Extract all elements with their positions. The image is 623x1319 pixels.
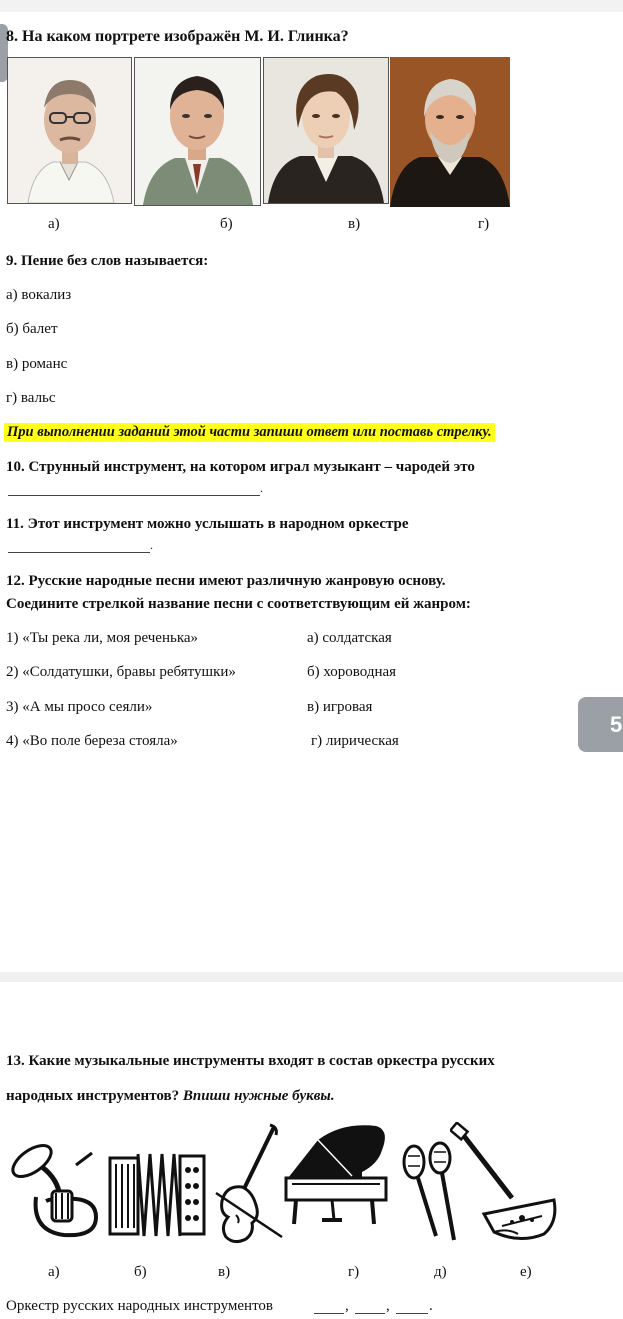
q13-sep-1: , xyxy=(345,1298,349,1314)
q13-blank-3 xyxy=(396,1313,428,1314)
q12-song-1: 1) «Ты река ли, моя реченька» xyxy=(6,630,199,646)
q9-option-a: а) вокализ xyxy=(6,287,72,303)
q10-period: . xyxy=(260,481,263,495)
q8-label-b: б) xyxy=(220,216,233,232)
tuba-icon xyxy=(6,1135,102,1248)
portrait-d xyxy=(390,57,510,207)
violin-icon xyxy=(212,1123,288,1250)
q8-title: 8. На каком портрете изображён М. И. Глинка? xyxy=(6,28,349,45)
instruction-text: При выполнении заданий этой части запиши ответ или поставь стрелку. xyxy=(4,423,495,442)
portrait-a xyxy=(7,57,132,204)
q12-genre-a: а) солдатская xyxy=(307,630,392,646)
q9-option-d: г) вальс xyxy=(6,390,56,406)
q11-period: . xyxy=(150,538,153,552)
portrait-b xyxy=(134,57,261,206)
q9-option-c: в) романс xyxy=(6,356,68,372)
q11-answer-line xyxy=(8,552,150,553)
q13-blank-1 xyxy=(314,1313,344,1314)
q9-option-b: б) балет xyxy=(6,321,58,337)
q12-song-4: 4) «Во поле береза стояла» xyxy=(6,733,178,749)
q12-genre-c: в) игровая xyxy=(307,699,373,715)
q12-title-line1: 12. Русские народные песни имеют различную жанровую основу. xyxy=(6,573,446,589)
q13-title-line2 xyxy=(6,1088,335,1105)
q13-answer-text: Оркестр русских народных инструментов xyxy=(6,1298,274,1314)
q12-song-3: 3) «А мы просо сеяли» xyxy=(6,699,153,715)
q9-title: 9. Пение без слов называется: xyxy=(6,253,209,269)
q13-label-c: в) xyxy=(218,1264,231,1280)
instruction-highlight xyxy=(4,424,495,441)
q13-label-f: е) xyxy=(520,1264,532,1280)
q10-title: 10. Струнный инструмент, на котором играл музыкант – чародей это xyxy=(6,459,475,475)
grand-piano-icon xyxy=(282,1120,392,1235)
q8-label-d: г) xyxy=(478,216,490,232)
page-separator xyxy=(0,972,623,982)
q13-label-d: г) xyxy=(348,1264,360,1280)
q13-sep-3: . xyxy=(429,1298,433,1314)
q13-title-line2-bold: народных инструментов? xyxy=(6,1088,180,1104)
q8-label-c: в) xyxy=(348,216,361,232)
q11-title: 11. Этот инструмент можно услышать в народном оркестре xyxy=(6,516,409,532)
page-number-badge[interactable]: 5 xyxy=(578,697,623,752)
q12-genre-d: г) лирическая xyxy=(311,733,399,749)
q10-answer-line xyxy=(8,495,260,496)
accordion-icon xyxy=(108,1150,208,1245)
q13-title-line1: 13. Какие музыкальные инструменты входят в состав оркестра русских xyxy=(6,1053,495,1069)
balalaika-icon xyxy=(450,1122,562,1247)
q12-song-2: 2) «Солдатушки, бравы ребятушки» xyxy=(6,664,236,680)
q13-sep-2: , xyxy=(386,1298,390,1314)
page-top-margin xyxy=(0,0,623,12)
q13-blank-2 xyxy=(355,1313,385,1314)
portrait-c xyxy=(263,57,389,204)
q13-label-a: а) xyxy=(48,1264,60,1280)
q12-title-line2: Соедините стрелкой название песни с соответствующим ей жанром: xyxy=(6,596,471,612)
q13-title-line2-italic: Впиши нужные буквы. xyxy=(182,1088,335,1104)
q8-label-a: а) xyxy=(48,216,60,232)
q13-label-e: д) xyxy=(434,1264,447,1280)
q12-genre-b: б) хороводная xyxy=(307,664,397,680)
q13-label-b: б) xyxy=(134,1264,147,1280)
